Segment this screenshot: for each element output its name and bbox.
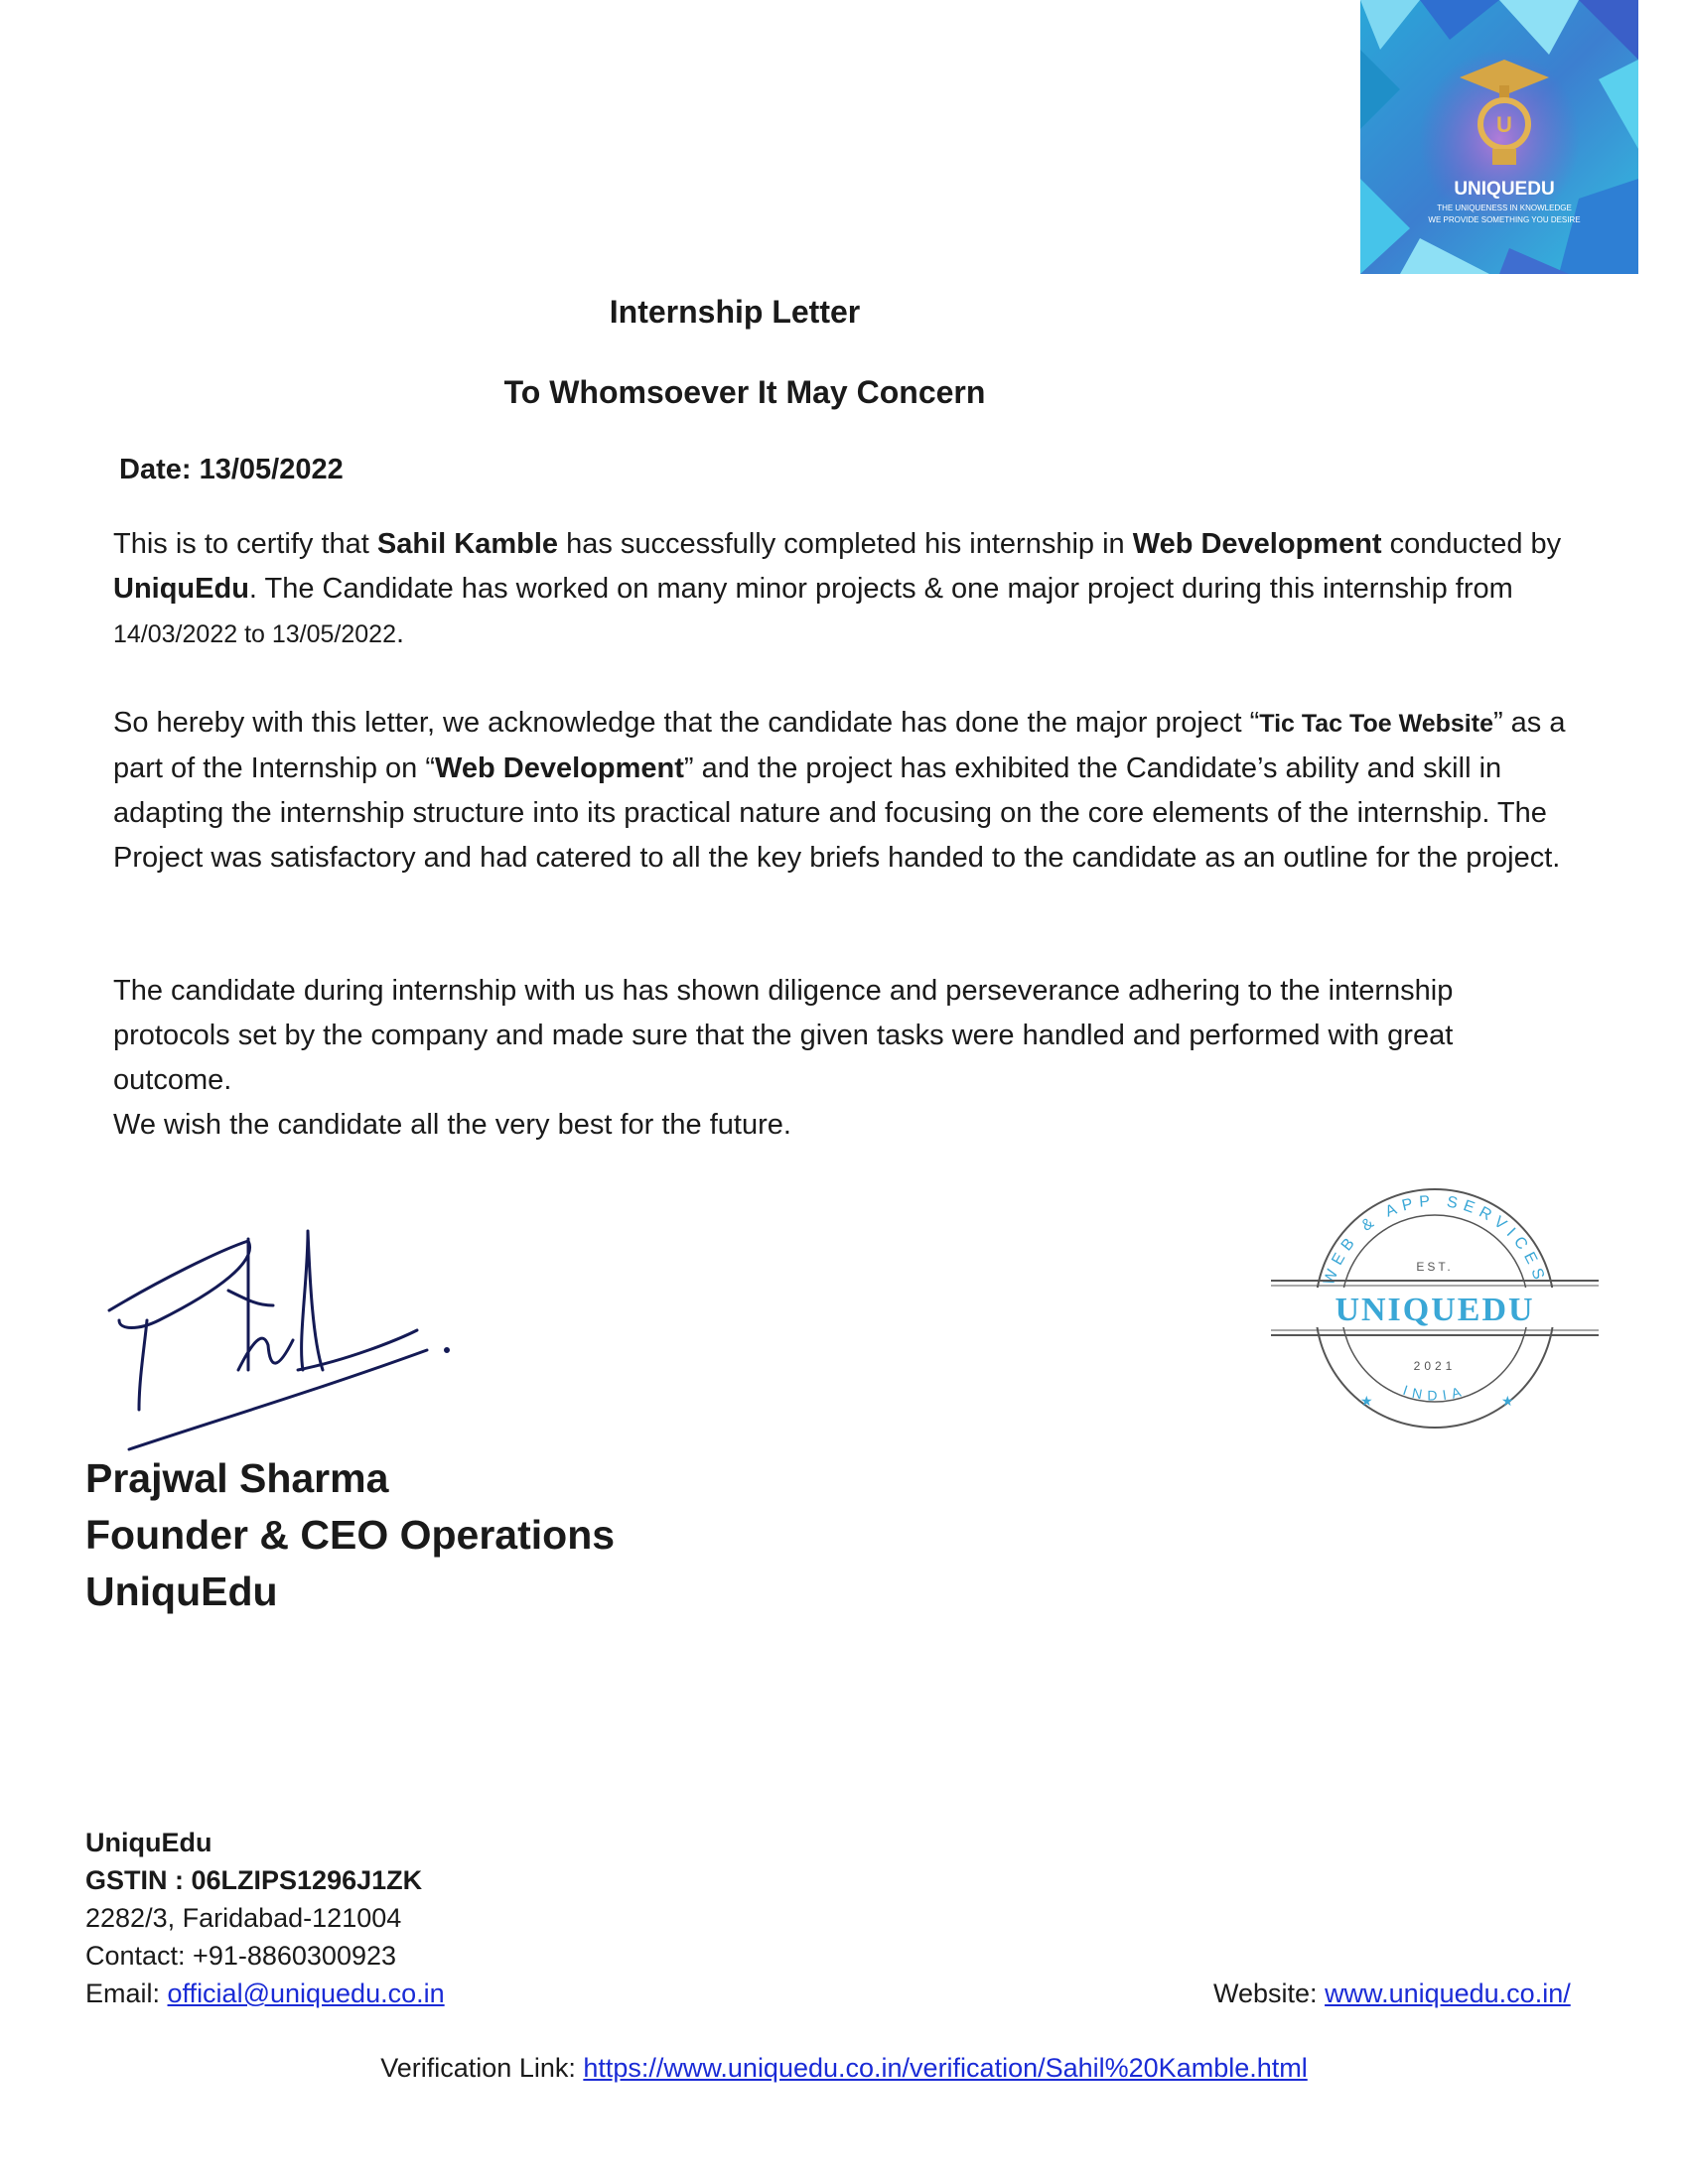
verification-link[interactable]: https://www.uniquedu.co.in/verification/Sahil%20Kamble.html xyxy=(583,2053,1308,2083)
letter-date: Date: 13/05/2022 xyxy=(119,454,344,485)
footer-company: UniquEdu xyxy=(85,1828,212,1857)
signer-name: Prajwal Sharma xyxy=(85,1455,389,1501)
svg-text:U: U xyxy=(1496,112,1512,137)
p2-text-1: So hereby with this letter, we acknowledge that the candidate has done the major project “ xyxy=(113,707,1260,739)
seal-brand: UNIQUEDU xyxy=(1335,1292,1535,1328)
verification-label: Verification Link: xyxy=(380,2053,584,2083)
p1-text-3: conducted by xyxy=(1381,528,1562,560)
letter-title: Internship Letter xyxy=(609,294,861,330)
email-label: Email: xyxy=(85,1979,168,2008)
signer-company: UniquEdu xyxy=(85,1569,278,1614)
verification-line xyxy=(0,2049,1688,2087)
footer-email xyxy=(85,1975,445,2012)
svg-text:★: ★ xyxy=(1360,1394,1373,1410)
internship-domain: Web Development xyxy=(1132,528,1382,560)
candidate-name: Sahil Kamble xyxy=(376,528,559,560)
website-label: Website: xyxy=(1213,1979,1326,2008)
p1-text-1: This is to certify that xyxy=(113,528,377,560)
website-link[interactable]: www.uniquedu.co.in/ xyxy=(1325,1979,1571,2008)
seal-arc-bottom: INDIA xyxy=(1401,1381,1469,1404)
footer-gstin: GSTIN : 06LZIPS1296J1ZK xyxy=(85,1865,423,1895)
paragraph-conduct xyxy=(113,969,1573,1148)
seal-est: EST. xyxy=(1416,1260,1454,1274)
seal-arc-top: WEB & APP SERVICES xyxy=(1321,1192,1549,1288)
logo-brand: UNIQUEDU xyxy=(1454,179,1555,200)
logo-tagline-2: WE PROVIDE SOMETHING YOU DESIRE xyxy=(1428,215,1581,224)
internship-dates: 14/03/2022 to 13/05/2022 xyxy=(113,620,396,648)
seal-year: 2021 xyxy=(1413,1359,1457,1373)
p2-text-3: ” and the project has exhibited the Candidate’s ability and skill in adapting the internship structure into its practical nature and focusing on the core elements of the internship. The Project was satisfactory and had catered to all the key briefs handed to the candidate as an outline for the project. xyxy=(113,752,1561,874)
svg-text:INDIA xyxy=(1401,1382,1469,1403)
company-seal xyxy=(1271,1171,1599,1449)
svg-text:★: ★ xyxy=(1501,1394,1514,1410)
signature-image xyxy=(99,1221,477,1459)
p1-text-4: . The Candidate has worked on many minor projects & one major project during this internship from xyxy=(248,573,1513,605)
p2-text-2: ” as a part of the Internship on “ xyxy=(113,707,1566,784)
email-link[interactable]: official@uniquedu.co.in xyxy=(167,1979,445,2008)
company-name: UniquEdu xyxy=(113,573,249,605)
project-domain: Web Development xyxy=(435,752,684,784)
footer-website xyxy=(1213,1975,1571,2012)
paragraph-certification xyxy=(113,522,1573,657)
footer-address: 2282/3, Faridabad-121004 xyxy=(85,1903,402,1933)
p1-text-5: . xyxy=(396,617,405,649)
project-name: Tic Tac Toe Website xyxy=(1259,710,1493,738)
logo-tagline-1: THE UNIQUENESS IN KNOWLEDGE xyxy=(1437,204,1572,212)
company-logo xyxy=(1360,0,1638,274)
p1-text-2: has successfully completed his internship in xyxy=(558,528,1133,560)
p3-text: The candidate during internship with us has shown diligence and perseverance adhering to the internship protocols set by the company and made sure that the given tasks were handled and performed with great outcome. xyxy=(113,975,1454,1096)
footer-contact: Contact: +91-8860300923 xyxy=(85,1941,397,1971)
letter-salutation: To Whomsoever It May Concern xyxy=(503,374,986,410)
closing-wish: We wish the candidate all the very best for the future. xyxy=(113,1109,791,1141)
paragraph-project xyxy=(113,701,1573,881)
signer-role: Founder & CEO Operations xyxy=(85,1512,616,1558)
